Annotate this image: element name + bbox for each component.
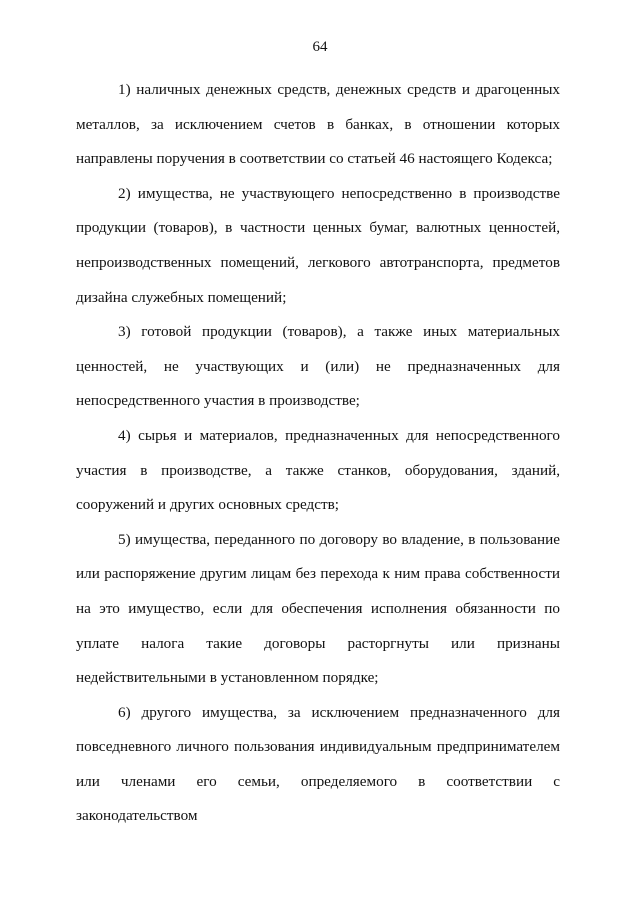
page-number: 64 <box>312 39 328 55</box>
paragraph-item-4: 4) сырья и материалов, предназначенных для непосредственного участия в производстве, а также станков, оборудования, зданий, сооружений и других основных средств; <box>76 426 560 514</box>
document-body <box>76 73 560 834</box>
paragraph-item-5: 5) имущества, переданного по договору во владение, в пользование или распоряжение другим лицам без перехода к ним права собственности на это имущество, если для обеспечения исполнения обязанности по уплате налога такие договоры расторгнуты или признаны недействительными в установленном порядке; <box>76 530 560 687</box>
paragraph-item-1: 1) наличных денежных средств, денежных средств и драгоценных металлов, за исключением счетов в банках, в отношении которых направлены поручения в соответствии со статьей 46 настоящего Кодекса; <box>76 81 560 168</box>
paragraph-item-3: 3) готовой продукции (товаров), а также иных материальных ценностей, не участвующих и (или) не предназначенных для непосредственного участия в производстве; <box>76 323 560 410</box>
paragraph-item-2: 2) имущества, не участвующего непосредственно в производстве продукции (товаров), в частности ценных бумаг, валютных ценностей, непроизводственных помещений, легкового автотранспорта, предметов дизайна служебных помещений; <box>76 184 560 306</box>
paragraph-item-6: 6) другого имущества, за исключением предназначенного для повседневного личного пользования индивидуальным предпринимателем или членами его семьи, определяемого в соответствии с законодательством <box>76 703 560 825</box>
